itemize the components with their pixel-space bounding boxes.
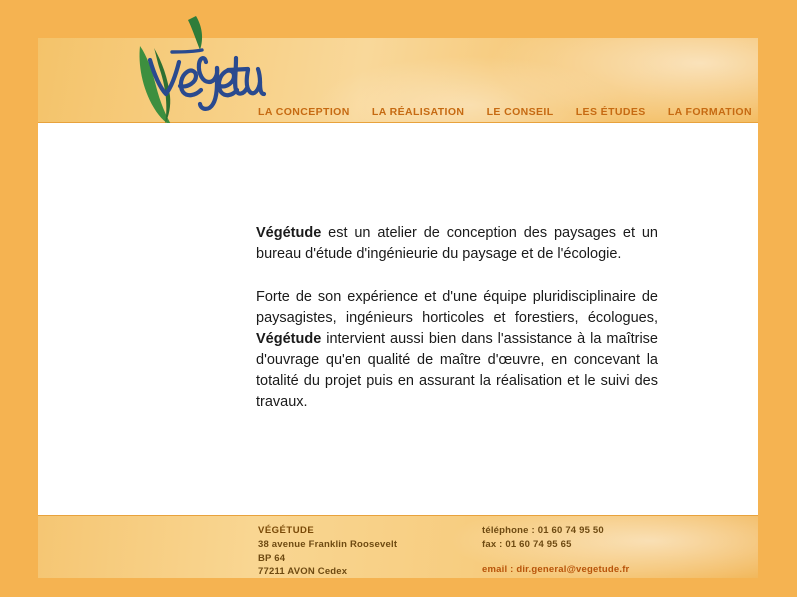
- footer-fax: fax : 01 60 74 95 65: [482, 538, 572, 550]
- site-header: [38, 38, 758, 123]
- intro-paragraph-2-part1: Forte de son expérience et d'une équipe pluridisciplinaire de paysagistes, ingénieurs horticoles et forestiers, écologues,: [256, 289, 658, 327]
- nav-item-etudes[interactable]: LES ÉTUDES: [575, 106, 646, 118]
- site-logo[interactable]: [68, 12, 268, 122]
- main-navigation[interactable]: [258, 106, 758, 118]
- footer-company-name: VÉGÉTUDE: [258, 525, 315, 536]
- main-content-area: [38, 123, 758, 515]
- nav-item-formation[interactable]: LA FORMATION: [667, 106, 752, 118]
- intro-paragraph-2-part2: intervient aussi bien dans l'assistance à la maîtrise d'ouvrage qu'en qualité de maître d'œuvre, en concevant la totalité du projet puis en assurant la réalisation et le suivi des travaux.: [256, 331, 658, 411]
- footer-contact-block: [482, 524, 629, 576]
- footer-address-line-2: BP 64: [258, 552, 286, 564]
- intro-text-block: [256, 223, 658, 413]
- nav-item-realisation[interactable]: LA RÉALISATION: [371, 106, 465, 118]
- footer-phone: téléphone : 01 60 74 95 50: [482, 525, 604, 536]
- intro-paragraph-1-rest: est un atelier de conception des paysages et un bureau d'étude d'ingénieurie du paysage et de l'écologie.: [256, 225, 658, 263]
- footer-address-line-1: 38 avenue Franklin Roosevelt: [258, 538, 398, 550]
- intro-paragraph-2: [256, 287, 658, 413]
- page-frame: [38, 38, 758, 578]
- nav-item-conseil[interactable]: LE CONSEIL: [486, 106, 554, 118]
- nav-item-conception[interactable]: LA CONCEPTION: [258, 106, 350, 118]
- footer-email-link[interactable]: email : dir.general@vegetude.fr: [482, 563, 630, 575]
- site-footer: [38, 515, 758, 578]
- footer-address-block: [258, 524, 397, 579]
- leaf-icon: [188, 16, 202, 50]
- intro-paragraph-2-lead: Végétude: [256, 331, 322, 348]
- footer-address-line-3: 77211 AVON Cedex: [258, 566, 348, 578]
- intro-paragraph-1: [256, 223, 658, 265]
- intro-paragraph-1-lead: Végétude: [256, 225, 322, 241]
